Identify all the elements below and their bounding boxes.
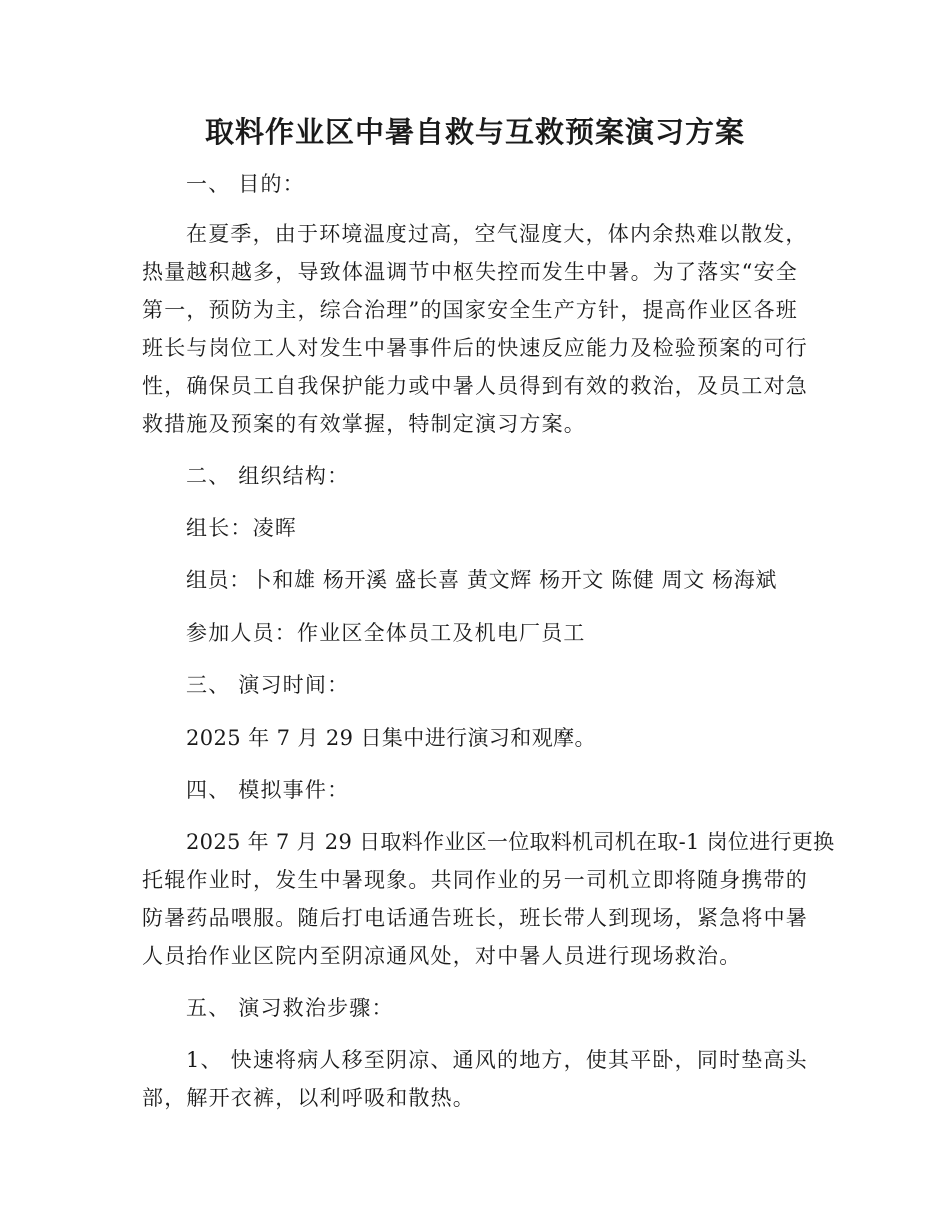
team-leader: 组长：凌晖 [186,516,297,540]
paragraph-line: 在夏季，由于环境温度过高，空气湿度大，体内余热难以散发， [186,222,808,246]
paragraph-line: 班长与岗位工人对发生中暑事件后的快速反应能力及检验预案的可行 [142,336,808,360]
paragraph-line: 第一，预防为主，综合治理”的国家安全生产方针，提高作业区各班 [142,298,798,322]
paragraph-line: 热量越积越多，导致体温调节中枢失控而发生中暑。为了落实“安全 [142,260,798,284]
participants: 参加人员：作业区全体员工及机电厂员工 [186,621,586,645]
step-item-line: 部，解开衣裤，以利呼吸和散热。 [142,1086,475,1110]
paragraph-line: 救措施及预案的有效掌握，特制定演习方案。 [142,412,586,436]
paragraph-line: 托辊作业时，发生中暑现象。共同作业的另一司机立即将随身携带的 [142,868,808,892]
document-title: 取料作业区中暑自救与互救预案演习方案 [204,115,745,149]
paragraph-line: 人员抬作业区院内至阴凉通风处，对中暑人员进行现场救治。 [142,944,742,968]
section-heading-time: 三、 演习时间： [186,673,350,697]
paragraph-line: 2025 年 7 月 29 日取料作业区一位取料机司机在取-1 岗位进行更换 [186,830,835,854]
section-heading-purpose: 一、 目的： [186,172,305,196]
step-item-line: 1、 快速将病人移至阴凉、通风的地方，使其平卧，同时垫高头 [186,1048,808,1072]
section-heading-organization: 二、 组织结构： [186,464,350,488]
paragraph-line: 性，确保员工自我保护能力或中暑人员得到有效的救治，及员工对急 [142,374,808,398]
drill-date: 2025 年 7 月 29 日集中进行演习和观摩。 [186,726,596,750]
section-heading-scenario: 四、 模拟事件： [186,778,350,802]
paragraph-line: 防暑药品喂服。随后打电话通告班长，班长带人到现场，紧急将中暑 [142,906,808,930]
section-heading-steps: 五、 演习救治步骤： [186,996,394,1020]
team-members: 组员：卜和雄 杨开溪 盛长喜 黄文辉 杨开文 陈健 周文 杨海斌 [186,568,777,592]
